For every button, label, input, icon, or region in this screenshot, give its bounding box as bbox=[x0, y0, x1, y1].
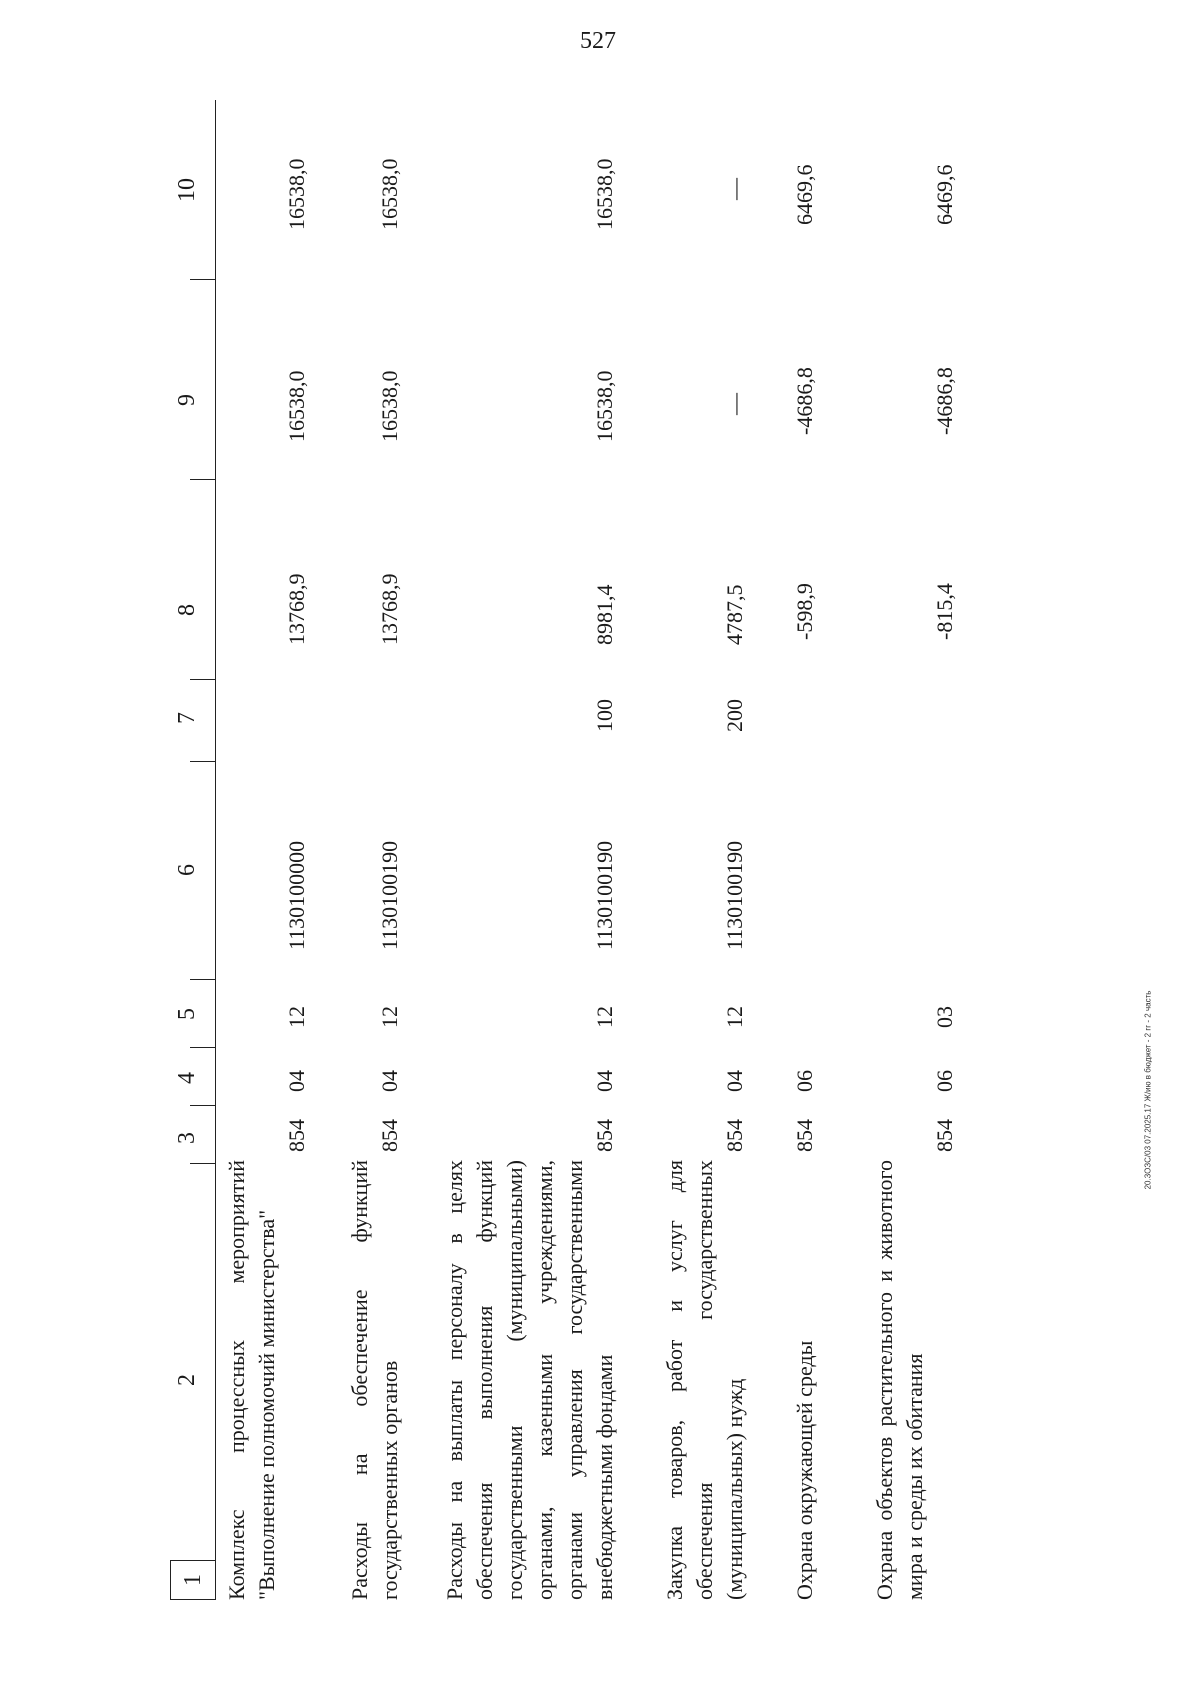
cell-c3: 854 bbox=[932, 1119, 957, 1152]
row-description: Охрана объектов растительного и животного мира и среды их обитания bbox=[872, 1160, 927, 1600]
cell-c5: 03 bbox=[932, 1006, 957, 1028]
cell-c6: 1130100190 bbox=[722, 840, 747, 950]
header-divider bbox=[190, 1163, 216, 1164]
table-row bbox=[870, 100, 970, 1600]
table-row bbox=[222, 100, 322, 1600]
header-divider bbox=[190, 1105, 216, 1106]
cell-c6: 1130100190 bbox=[377, 840, 402, 950]
col-header-9: 9 bbox=[174, 394, 200, 406]
cell-c10: — bbox=[722, 178, 747, 200]
header-divider bbox=[190, 479, 216, 480]
footer-stamp: 20.3ОЗС/03 07.2025.17 Ж/ию в бюджет - 2 гг - 2 часть bbox=[1143, 990, 1153, 1190]
cell-c4: 04 bbox=[722, 1070, 747, 1092]
row-description: Расходы на обеспечение функций государственных органов bbox=[347, 1160, 402, 1600]
cell-c10: 6469,6 bbox=[932, 164, 957, 225]
cell-c3: 854 bbox=[792, 1119, 817, 1152]
cell-c10: 16538,0 bbox=[592, 158, 617, 230]
cell-c9: — bbox=[722, 393, 747, 415]
cell-c6: 1130100190 bbox=[592, 840, 617, 950]
budget-table bbox=[170, 100, 1190, 1600]
row-description: Закупка товаров, работ и услуг для обеспечения государственных (муниципальных) нужд bbox=[662, 1160, 747, 1600]
header-divider bbox=[190, 761, 216, 762]
col-header-6: 6 bbox=[174, 864, 200, 876]
cell-c7: 200 bbox=[722, 699, 747, 732]
cell-c7: 100 bbox=[592, 699, 617, 732]
cell-c10: 16538,0 bbox=[377, 158, 402, 230]
header-divider bbox=[190, 979, 216, 980]
cell-c8: -815,4 bbox=[932, 583, 957, 640]
col-header-1: 1 bbox=[170, 1560, 216, 1600]
cell-c9: 16538,0 bbox=[377, 370, 402, 442]
header-divider bbox=[190, 279, 216, 280]
cell-c3: 854 bbox=[592, 1119, 617, 1152]
cell-c8: -598,9 bbox=[792, 583, 817, 640]
cell-c3: 854 bbox=[722, 1119, 747, 1152]
cell-c4: 06 bbox=[792, 1070, 817, 1092]
cell-c3: 854 bbox=[284, 1119, 309, 1152]
header-rule bbox=[215, 100, 216, 1600]
table-row bbox=[660, 100, 760, 1600]
cell-c8: 4787,5 bbox=[722, 584, 747, 645]
col-header-10: 10 bbox=[174, 178, 200, 202]
cell-c3: 854 bbox=[377, 1119, 402, 1152]
col-header-3: 3 bbox=[174, 1132, 200, 1144]
row-description: Расходы на выплаты персоналу в целях обеспечения выполнения функций государственными (муниципальными) органами, казенными учреждениями, органами управления государственными внебюджетными фондами bbox=[442, 1160, 617, 1600]
cell-c10: 16538,0 bbox=[284, 158, 309, 230]
cell-c8: 13768,9 bbox=[284, 573, 309, 645]
cell-c10: 6469,6 bbox=[792, 164, 817, 225]
header-divider bbox=[190, 679, 216, 680]
cell-c8: 13768,9 bbox=[377, 573, 402, 645]
row-description: Комплекс процессных мероприятий "Выполнение полномочий министерства" bbox=[224, 1160, 279, 1600]
cell-c5: 12 bbox=[592, 1006, 617, 1028]
cell-c5: 12 bbox=[722, 1006, 747, 1028]
cell-c4: 04 bbox=[377, 1070, 402, 1092]
cell-c9: -4686,8 bbox=[932, 367, 957, 435]
col-header-2: 2 bbox=[174, 1374, 200, 1386]
cell-c4: 04 bbox=[592, 1070, 617, 1092]
cell-c4: 06 bbox=[932, 1070, 957, 1092]
page-number: 527 bbox=[580, 28, 616, 54]
table-header bbox=[170, 100, 216, 1600]
col-header-4: 4 bbox=[174, 1072, 200, 1084]
cell-c6: 1130100000 bbox=[284, 840, 309, 950]
cell-c9: -4686,8 bbox=[792, 367, 817, 435]
cell-c9: 16538,0 bbox=[592, 370, 617, 442]
cell-c5: 12 bbox=[284, 1006, 309, 1028]
cell-c4: 04 bbox=[284, 1070, 309, 1092]
header-divider bbox=[190, 1047, 216, 1048]
col-header-7: 7 bbox=[174, 712, 200, 724]
cell-c8: 8981,4 bbox=[592, 584, 617, 645]
cell-c5: 12 bbox=[377, 1006, 402, 1028]
table-row bbox=[790, 100, 830, 1600]
table-row bbox=[345, 100, 415, 1600]
col-header-5: 5 bbox=[174, 1008, 200, 1020]
col-header-8: 8 bbox=[174, 604, 200, 616]
cell-c9: 16538,0 bbox=[284, 370, 309, 442]
row-description: Охрана окружающей среды bbox=[792, 1340, 817, 1600]
table-row bbox=[440, 100, 630, 1600]
